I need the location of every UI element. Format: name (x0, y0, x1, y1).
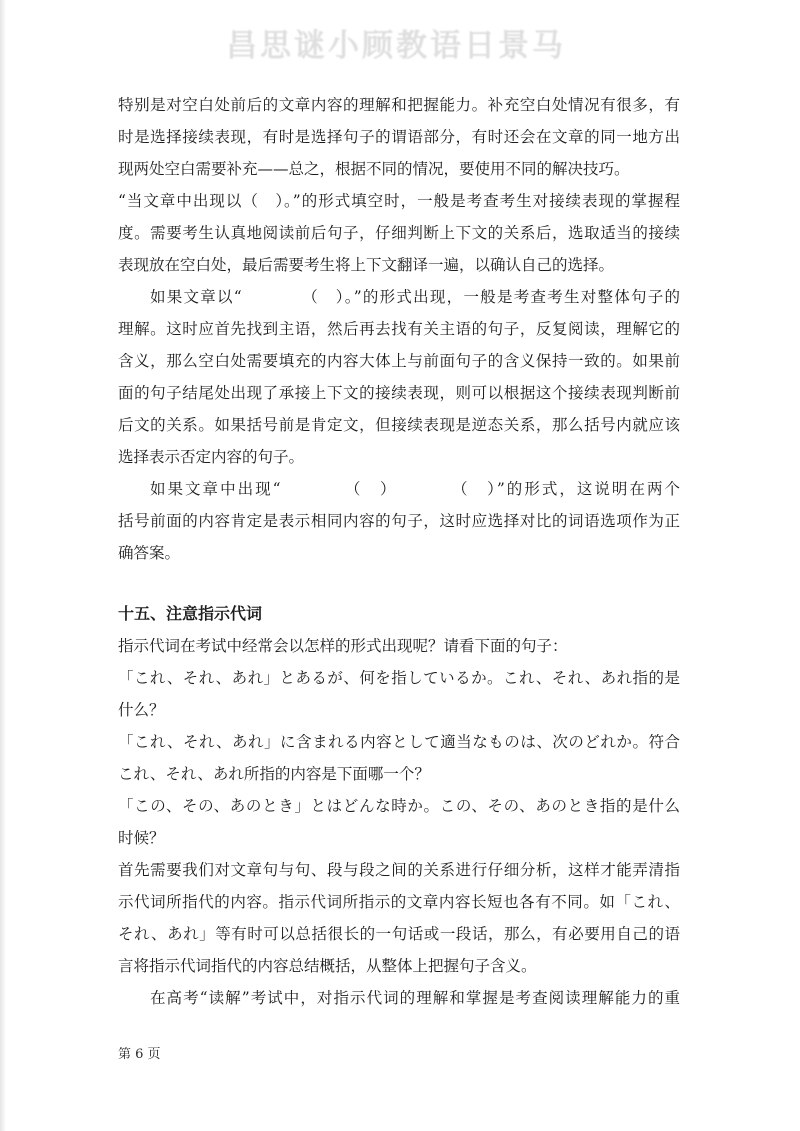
text-line: 在高考“读解”考试中，对指示代词的理解和掌握是考查阅读理解能力的重 (150, 989, 680, 1007)
text-line: 理解。这时应首先找到主语，然后再去找有关主语的句子，反复阅读，理解它的 (118, 320, 680, 338)
text-line: 含义，那么空白处需要填充的内容大体上与前面句子的含义保持一致的。如果前 (118, 352, 680, 370)
text-line: これ、それ、あれ所指的内容是下面哪一个？ (118, 765, 430, 783)
text-line: それ、あれ」等有时可以总括很长的一句话或一段话，那么，有必要用自己的语 (118, 925, 680, 943)
text-line: 面的句子结尾处出现了承接上下文的接续表现，则可以根据这个接续表现判断前 (118, 384, 680, 402)
text-line: 「これ、それ、あれ」とあるが、何を指しているか。これ、それ、あれ指的是 (118, 669, 680, 687)
text-line: 示代词所指代的内容。指示代词所指示的文章内容长短也各有不同。如「これ、 (118, 893, 680, 911)
text-line: 首先需要我们对文章句与句、段与段之间的关系进行仔细分析，这样才能弄清指 (118, 861, 680, 879)
section-14-continued (118, 89, 680, 569)
section-heading: 十五、注意指示代词 (118, 604, 263, 623)
text-line: 选择表示否定内容的句子。 (118, 448, 305, 466)
text-line: 括号前面的内容肯定是表示相同内容的句子，这时应选择对比的词语选项作为正 (118, 512, 680, 530)
text-line: 特别是对空白处前后的文章内容的理解和把握能力。补充空白处情况有很多，有 (118, 96, 680, 114)
text-line: 时候？ (118, 829, 165, 847)
text-line: 指示代词在考试中经常会以怎样的形式出现呢？请看下面的句子： (118, 637, 568, 655)
text-line: 言将指示代词指代的内容总结概括，从整体上把握句子含义。 (118, 957, 537, 975)
text-line: 表现放在空白处，最后需要考生将上下文翻译一遍，以确认自己的选择。 (118, 256, 615, 274)
text-line: 如果文章以“ （ ）。”的形式出现，一般是考查考生对整体句子的 (150, 288, 680, 306)
text-line: 什么？ (118, 701, 165, 719)
text-line: 后文的关系。如果括号前是肯定文，但接续表现是逆态关系，那么括号内就应该 (118, 416, 680, 434)
page-number: 第 6 页 (118, 1047, 161, 1062)
text-line: 如果文章中出现“ （ ） （ ）”的形式，这说明在两个 (150, 480, 680, 498)
text-line: 现两处空白需要补充——总之，根据不同的情况，要使用不同的解决技巧。 (118, 160, 630, 178)
text-line: 确答案。 (118, 544, 181, 562)
text-line: 时是选择接续表现，有时是选择句子的谓语部分，有时还会在文章的同一地方出 (118, 128, 680, 146)
text-line: 「これ、それ、あれ」に含まれる内容として適当なものは、次のどれか。符合 (118, 733, 680, 751)
text-line: 「この、その、あのとき」とはどんな時か。この、その、あのとき指的是什么 (118, 797, 680, 815)
text-line: 度。需要考生认真地阅读前后句子，仔细判断上下文的关系后，选取适当的接续 (118, 224, 680, 242)
bleed-through-header: 昌思谜小顾教语日景马 (226, 28, 566, 64)
text-line: “当文章中出现以（ ）。”的形式填空时，一般是考查考生对接续表现的掌握程 (118, 192, 680, 210)
scan-edge-shadow (0, 0, 6, 1131)
section-15 (118, 598, 680, 1014)
